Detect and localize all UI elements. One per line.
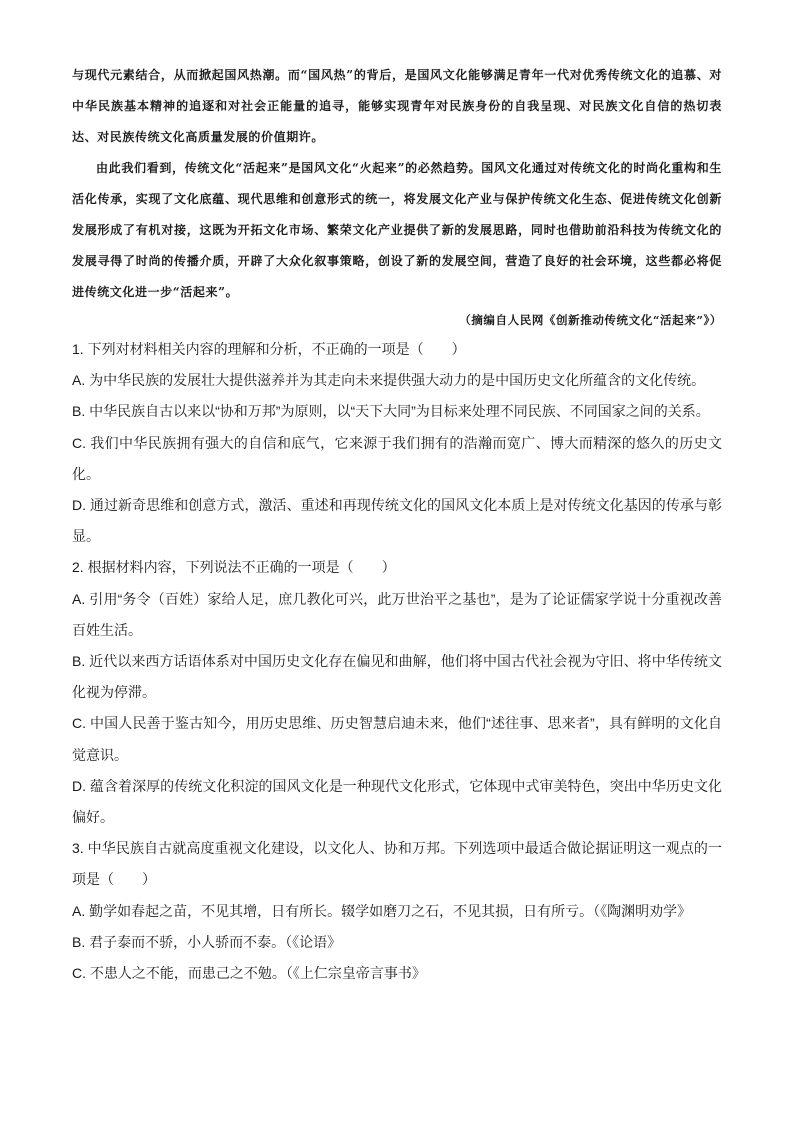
question-option: A. 为中华民族的发展壮大提供滋养并为其走向未来提供强大动力的是中国历史文化所蕴含的文化传统。 [72, 372, 706, 389]
passage-source: （摘编自人民网《创新推动传统文化“活起来”》） [459, 313, 722, 327]
question-stem: 2. 根据材料内容，下列说法不正确的一项是（ ） [72, 559, 396, 576]
question-option: A. 勤学如春起之苗，不见其增，日有所长。辍学如磨刀之石，不见其损，日有所亏。（《陶渊明劝学》 [72, 902, 692, 919]
question-option: B. 君子泰而不骄，小人骄而不泰。（《论语》 [72, 933, 342, 950]
question-3 [72, 833, 722, 989]
reading-passage [72, 60, 722, 332]
question-option: C. 不患人之不能，而患己之不勉。（《上仁宗皇帝言事书》 [72, 965, 426, 982]
question-option: D. 通过新奇思维和创意方式，激活、重述和再现传统文化的国风文化本质上是对传统文化基因的传承与彰显。 [72, 497, 722, 545]
question-stem: 3. 中华民族自古就高度重视文化建设，以文化人、协和万邦。下列选项中最适合做论据证明这一观点的一项是（ ） [72, 840, 722, 888]
question-option: C. 中国人民善于鉴古知今，用历史思维、历史智慧启迪未来，他们“述往事、思来者”，具有鲜明的文化自觉意识。 [72, 715, 722, 763]
passage-paragraph: 由此我们看到，传统文化“活起来”是国风文化“火起来”的必然趋势。国风文化通过对传统文化的时尚化重构和生活化传承，实现了文化底蕴、现代思维和创意形式的统一，将发展文化产业与保护传统文化生态、促进传统文化创新发展形成了有机对接，这既为开拓文化市场、繁荣文化产业提供了新的发展思路，同时也借助前沿科技为传统文化的发展寻得了时尚的传播介质，开辟了大众化叙事策略，创设了新的发展空间，营造了良好的社会环境，这些都必将促进传统文化进一步“活起来”。 [72, 161, 722, 299]
document-page [72, 60, 722, 989]
question-option: A. 引用“务令（百姓）家给人足，庶几教化可兴，此万世治平之基也”，是为了论证儒家学说十分重视改善百姓生活。 [72, 590, 722, 638]
passage-paragraph: 与现代元素结合，从而掀起国风热潮。而“国风热”的背后，是国风文化能够满足青年一代对优秀传统文化的追慕、对中华民族基本精神的追逐和对社会正能量的追寻，能够实现青年对民族身份的自我呈现、对民族文化自信的热切表达、对民族传统文化高质量发展的价值期许。 [72, 68, 722, 144]
question-2 [72, 552, 722, 833]
question-1 [72, 334, 722, 552]
question-list [72, 334, 722, 989]
question-stem: 1. 下列对材料相关内容的理解和分析，不正确的一项是（ ） [72, 341, 466, 357]
question-option: B. 中华民族自古以来以“协和万邦”为原则，以“天下大同”为目标来处理不同民族、不同国家之间的关系。 [72, 403, 710, 420]
question-option: D. 蕴含着深厚的传统文化积淀的国风文化是一种现代文化形式，它体现中式审美特色，突出中华历史文化偏好。 [72, 777, 722, 826]
question-option: B. 近代以来西方话语体系对中国历史文化存在偏见和曲解，他们将中国古代社会视为守旧、将中华传统文化视为停滞。 [72, 653, 722, 701]
question-option: C. 我们中华民族拥有强大的自信和底气，它来源于我们拥有的浩瀚而宽广、博大而精深的悠久的历史文化。 [72, 434, 722, 482]
